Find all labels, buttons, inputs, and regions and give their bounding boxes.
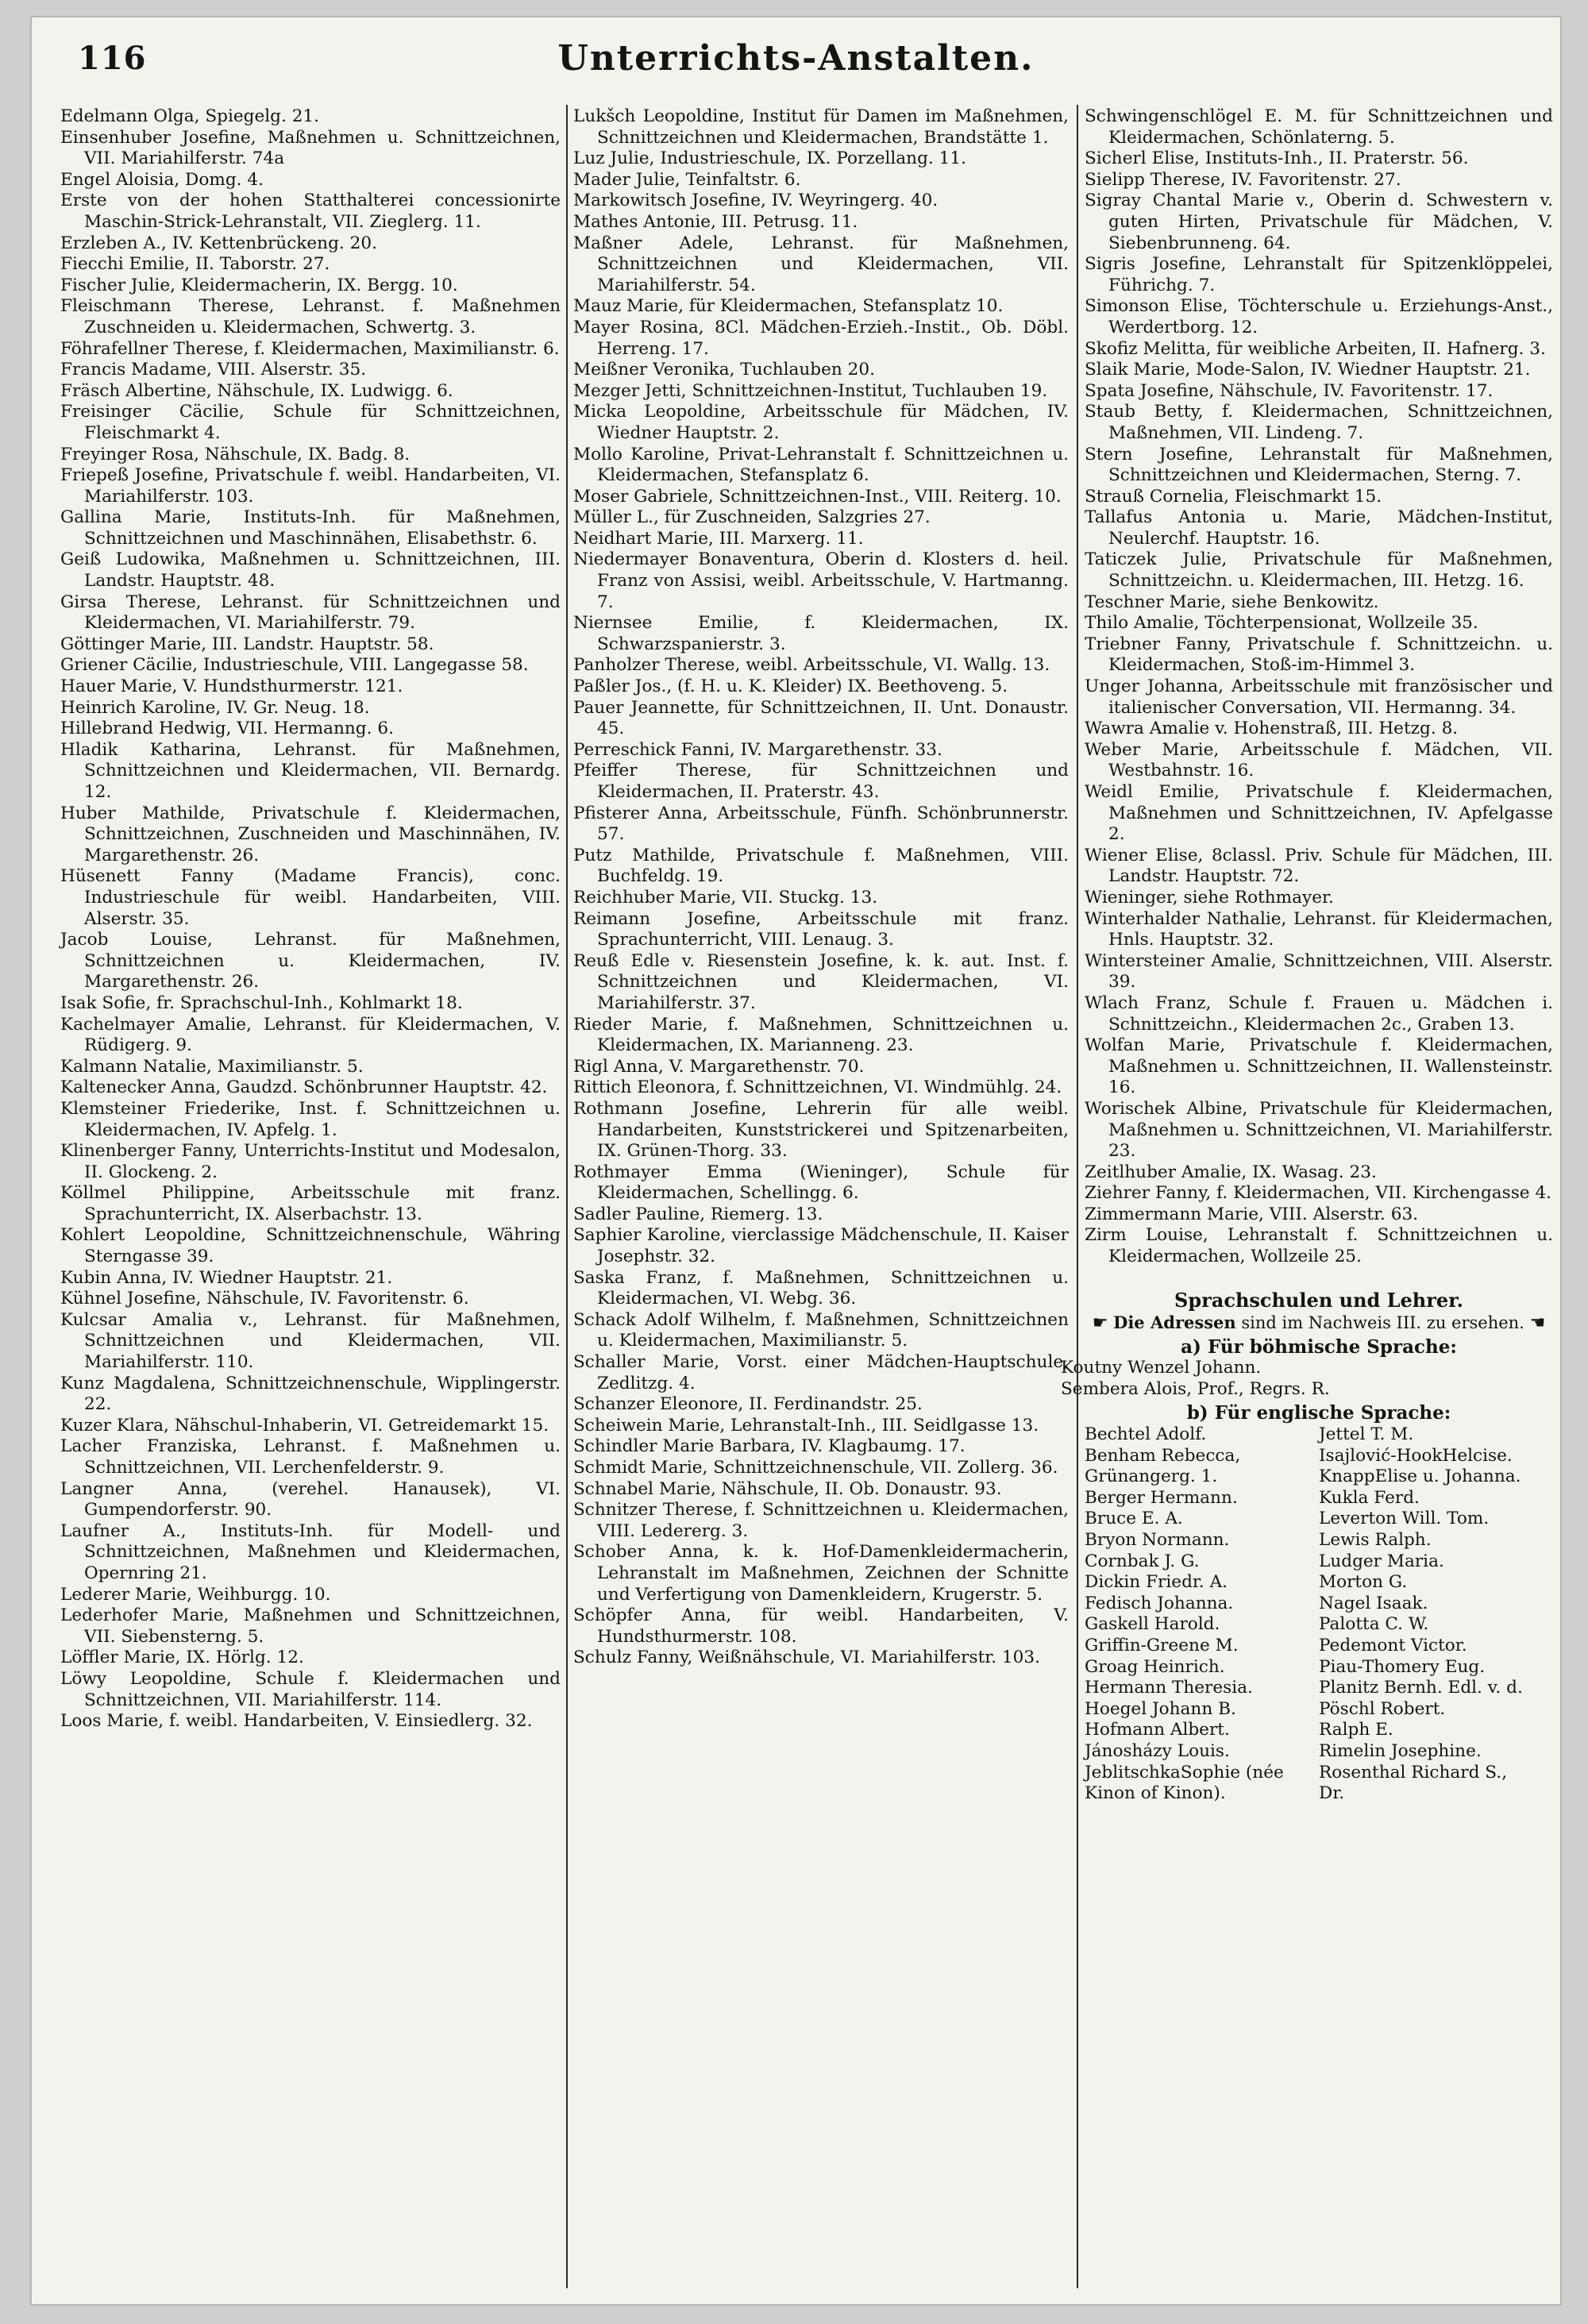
directory-entry: Taticzek Julie, Privatschule für Maßnehmen, Schnittzeichn. u. Kleidermachen, III. Hetzg. 16.	[1085, 549, 1553, 592]
directory-entry: Loos Marie, f. weibl. Handarbeiten, V. Einsiedlerg. 32.	[60, 1711, 533, 1732]
teacher-entry: Bruce E. A.	[1085, 1509, 1183, 1529]
directory-entry: Kaltenecker Anna, Gaudzd. Schönbrunner Hauptstr. 42.	[60, 1077, 548, 1098]
directory-entry: Scheiwein Marie, Lehranstalt-Inh., III. Seidlgasse 13.	[573, 1415, 1039, 1436]
directory-entry: Weidl Emilie, Privatschule f. Kleidermachen, Maßnehmen und Schnittzeichnen, IV. Apfelgasse 2.	[1085, 782, 1553, 845]
directory-entry: Sicherl Elise, Instituts-Inh., II. Praterstr. 56.	[1085, 148, 1469, 169]
directory-entry: Lederhofer Marie, Maßnehmen und Schnittzeichnen, VII. Siebensterng. 5.	[60, 1605, 561, 1647]
teacher-entry: JeblitschkaSophie (née	[1085, 1762, 1284, 1783]
teacher-row	[1085, 1530, 1553, 1551]
teacher-entry: Bechtel Adolf.	[1085, 1424, 1207, 1445]
directory-entry: Maßner Adele, Lehranst. für Maßnehmen, Schnittzeichnen und Kleidermachen, VII. Mariahilferstr. 54.	[573, 233, 1069, 295]
directory-entry: Langner Anna, (verehel. Hanausek), VI. Gumpendorferstr. 90.	[60, 1478, 561, 1520]
teacher-entry: Jettel T. M.	[1319, 1424, 1414, 1445]
directory-entry: Erste von der hohen Statthalterei concessionirte Maschin-Strick-Lehranstalt, VII. Zieglerg. 11.	[60, 191, 561, 232]
teacher-entry: Lewis Ralph.	[1319, 1530, 1432, 1550]
column-divider	[566, 105, 568, 2288]
directory-entry: Schanzer Eleonore, II. Ferdinandstr. 25.	[573, 1394, 923, 1415]
teacher-row	[1085, 1551, 1553, 1573]
pointing-hand-icon: ☚	[1529, 1312, 1546, 1333]
directory-entry: Lukšch Leopoldine, Institut für Damen im Maßnehmen, Schnittzeichnen und Kleidermachen, Brandstätte 1.	[573, 106, 1069, 148]
directory-entry: Freisinger Cäcilie, Schule für Schnittzeichnen, Fleischmarkt 4.	[60, 402, 561, 443]
directory-entry: Slaik Marie, Mode-Salon, IV. Wiedner Hauptstr. 21.	[1085, 360, 1531, 380]
teacher-row	[1085, 1594, 1553, 1615]
directory-entry: Hüsenett Fanny (Madame Francis), conc. Industrieschule für weibl. Handarbeiten, VIII. Alserstr. 35.	[60, 866, 561, 929]
directory-entry: Unger Johanna, Arbeitsschule mit französischer und italienischer Conversation, VII. Hermanng. 34.	[1085, 676, 1553, 718]
teacher-row	[1085, 1783, 1553, 1805]
directory-entry: Girsa Therese, Lehranst. für Schnittzeichnen und Kleidermachen, VI. Mariahilferstr. 79.	[60, 592, 561, 634]
teacher-entry: Pedemont Victor.	[1319, 1635, 1467, 1655]
teacher-entry: Hermann Theresia.	[1085, 1678, 1253, 1698]
directory-entry: Spata Josefine, Nähschule, IV. Favoritenstr. 17.	[1085, 380, 1494, 401]
directory-entry: Pfeiffer Therese, für Schnittzeichnen und Kleidermachen, II. Praterstr. 43.	[573, 761, 1069, 802]
teacher-entry: Koutny Wenzel Johann.	[1061, 1358, 1262, 1378]
directory-entry: Edelmann Olga, Spiegelg. 21.	[60, 106, 320, 126]
directory-entry: Ziehrer Fanny, f. Kleidermachen, VII. Kirchengasse 4.	[1085, 1183, 1552, 1204]
directory-entry: Hladik Katharina, Lehranst. für Maßnehmen, Schnittzeichnen und Kleidermachen, VII. Bernardg. 12.	[60, 739, 561, 802]
directory-entry: Löffler Marie, IX. Hörlg. 12.	[60, 1648, 304, 1668]
teacher-entry: Ludger Maria.	[1319, 1551, 1444, 1571]
directory-entry: Griener Cäcilie, Industrieschule, VIII. Langegasse 58.	[60, 655, 529, 676]
directory-entry: Fräsch Albertine, Nähschule, IX. Ludwigg. 6.	[60, 380, 453, 401]
teacher-entry: Griffin-Greene M.	[1085, 1635, 1239, 1655]
teacher-entry: Kinon of Kinon).	[1085, 1783, 1226, 1804]
teacher-entry: Ralph E.	[1319, 1720, 1393, 1740]
directory-entry: Strauß Cornelia, Fleischmarkt 15.	[1085, 486, 1382, 507]
directory-entry: Köllmel Philippine, Arbeitsschule mit franz. Sprachunterricht, IX. Alserbachstr. 13.	[60, 1183, 561, 1224]
directory-entry: Weber Marie, Arbeitsschule f. Mädchen, VII. Westbahnstr. 16.	[1085, 739, 1553, 781]
directory-entry: Kulcsar Amalia v., Lehranst. für Maßnehmen, Schnittzeichnen und Kleidermachen, VII. Mariahilferstr. 110.	[60, 1309, 561, 1373]
teacher-entry: Benham Rebecca,	[1085, 1445, 1241, 1466]
teacher-entry: Berger Hermann.	[1085, 1487, 1238, 1508]
directory-entry: Zimmermann Marie, VIII. Alserstr. 63.	[1085, 1204, 1419, 1224]
directory-entry: Mayer Rosina, 8Cl. Mädchen-Erzieh.-Instit., Ob. Döbl. Herreng. 17.	[573, 317, 1069, 359]
directory-entry: Geiß Ludowika, Maßnehmen u. Schnittzeichnen, III. Landstr. Hauptstr. 48.	[60, 549, 561, 592]
directory-entry: Wiener Elise, 8classl. Priv. Schule für Mädchen, III. Landstr. Hauptstr. 72.	[1085, 845, 1553, 887]
column-right-entries	[1085, 106, 1553, 1268]
directory-entry: Zeitlhuber Amalie, IX. Wasag. 23.	[1085, 1162, 1377, 1182]
directory-entry: Mader Julie, Teinfaltstr. 6.	[573, 169, 801, 190]
directory-entry: Schwingenschlögel E. M. für Schnittzeichnen und Kleidermachen, Schönlaterng. 5.	[1085, 106, 1553, 148]
teacher-row	[1085, 1678, 1553, 1699]
directory-entry: Neidhart Marie, III. Marxerg. 11.	[573, 528, 864, 549]
page-header	[32, 17, 1560, 105]
directory-entry: Sigray Chantal Marie v., Oberin d. Schwestern v. guten Hirten, Privatschule für Mädchen, V. Siebenbrunneng. 64.	[1085, 191, 1553, 253]
directory-entry: Wawra Amalie v. Hohenstraß, III. Hetzg. 8.	[1085, 719, 1459, 739]
directory-entry: Fischer Julie, Kleidermacherin, IX. Bergg. 10.	[60, 275, 458, 295]
directory-entry: Wieninger, siehe Rothmayer.	[1085, 887, 1334, 908]
teacher-row	[1085, 1488, 1553, 1509]
teacher-row	[1085, 1657, 1553, 1678]
directory-entry: Müller L., für Zuschneiden, Salzgries 27.	[573, 507, 931, 528]
teacher-entry: Gaskell Harold.	[1085, 1614, 1220, 1635]
directory-entry: Isak Sofie, fr. Sprachschul-Inh., Kohlmarkt 18.	[60, 992, 463, 1013]
directory-entry: Rittich Eleonora, f. Schnittzeichnen, VI. Windmühlg. 24.	[573, 1077, 1062, 1098]
bohemian-teachers-list	[1061, 1358, 1553, 1400]
directory-entry: Engel Aloisia, Domg. 4.	[60, 169, 264, 190]
directory-entry: Perreschick Fanni, IV. Margarethenstr. 33.	[573, 739, 942, 760]
teacher-row	[1085, 1509, 1553, 1530]
teacher-row	[1085, 1614, 1553, 1636]
teacher-entry: Palotta C. W.	[1319, 1614, 1429, 1635]
directory-entry: Gallina Marie, Instituts-Inh. für Maßnehmen, Schnittzeichnen und Maschinnähen, Elisabethstr. 6.	[60, 507, 561, 549]
teacher-entry: Rimelin Josephine.	[1319, 1740, 1482, 1761]
directory-entry: Huber Mathilde, Privatschule f. Kleidermachen, Schnittzeichnen, Zuschneiden und Maschinnähen, IV. Margarethenstr. 26.	[60, 803, 561, 865]
directory-entry: Heinrich Karoline, IV. Gr. Neug. 18.	[60, 697, 370, 718]
teacher-row	[1085, 1424, 1553, 1446]
teacher-entry: Hofmann Albert.	[1085, 1720, 1230, 1740]
directory-entry: Reichhuber Marie, VII. Stuckg. 13.	[573, 887, 878, 908]
teacher-row	[1085, 1741, 1553, 1763]
directory-entry: Hauer Marie, V. Hundsthurmerstr. 121.	[60, 676, 403, 697]
teacher-entry: Isajlović-HookHelcise.	[1319, 1445, 1513, 1466]
directory-entry: Zirm Louise, Lehranstalt f. Schnittzeichnen u. Kleidermachen, Wollzeile 25.	[1085, 1225, 1553, 1267]
section-note	[1085, 1312, 1553, 1334]
directory-entry: Kubin Anna, IV. Wiedner Hauptstr. 21.	[60, 1267, 393, 1288]
directory-entry: Winterhalder Nathalie, Lehranst. für Kleidermachen, Hnls. Hauptstr. 32.	[1085, 908, 1553, 950]
directory-entry: Föhrafellner Therese, f. Kleidermachen, Maximilianstr. 6.	[60, 338, 560, 359]
directory-entry: Schmidt Marie, Schnittzeichnenschule, VII. Zollerg. 36.	[573, 1458, 1058, 1478]
english-teachers-table	[1085, 1424, 1553, 1805]
directory-entry: Mathes Antonie, III. Petrusg. 11.	[573, 211, 858, 232]
column-left	[60, 106, 561, 1732]
teacher-row	[1085, 1763, 1553, 1784]
teacher-entry: Groag Heinrich.	[1085, 1656, 1225, 1677]
directory-entry: Friepeß Josefine, Privatschule f. weibl. Handarbeiten, VI. Mariahilferstr. 103.	[60, 465, 561, 507]
directory-entry: Einsenhuber Josefine, Maßnehmen u. Schnittzeichnen, VII. Mariahilferstr. 74a	[60, 127, 561, 169]
directory-entry: Schindler Marie Barbara, IV. Klagbaumg. 17.	[573, 1436, 966, 1457]
directory-entry: Reimann Josefine, Arbeitsschule mit franz. Sprachunterricht, VIII. Lenaug. 3.	[573, 908, 1069, 950]
directory-entry: Worischek Albine, Privatschule für Kleidermachen, Maßnehmen u. Schnittzeichnen, VI. Mariahilferstr. 23.	[1085, 1098, 1553, 1162]
directory-entry: Kohlert Leopoldine, Schnittzeichnenschule, Währing Sterngasse 39.	[60, 1225, 561, 1267]
directory-entry: Wolfan Marie, Privatschule f. Kleidermachen, Maßnehmen u. Schnittzeichnen, II. Wallensteinstr. 16.	[1085, 1035, 1553, 1098]
teacher-entry: Cornbak J. G.	[1085, 1551, 1200, 1571]
directory-entry: Paßler Jos., (f. H. u. K. Kleider) IX. Beethoveng. 5.	[573, 676, 1008, 697]
directory-entry: Teschner Marie, siehe Benkowitz.	[1085, 592, 1379, 612]
teacher-entry: Dickin Friedr. A.	[1085, 1572, 1228, 1593]
directory-entry: Skofiz Melitta, für weibliche Arbeiten, II. Hafnerg. 3.	[1085, 338, 1546, 359]
column-middle	[573, 106, 1069, 1669]
directory-entry: Wintersteiner Amalie, Schnittzeichnen, VIII. Alserstr. 39.	[1085, 950, 1553, 992]
directory-entry: Schack Adolf Wilhelm, f. Maßnehmen, Schnittzeichnen u. Kleidermachen, Maximilianstr. 5.	[573, 1309, 1069, 1351]
teacher-entry: Pöschl Robert.	[1319, 1698, 1446, 1719]
directory-entry: Lederer Marie, Weihburgg. 10.	[60, 1584, 331, 1605]
teacher-entry: Rosenthal Richard S.,	[1319, 1762, 1508, 1783]
directory-entry: Thilo Amalie, Töchterpensionat, Wollzeile 35.	[1085, 613, 1478, 634]
directory-entry: Schnabel Marie, Nähschule, II. Ob. Donaustr. 93.	[573, 1478, 1002, 1499]
directory-entry: Putz Mathilde, Privatschule f. Maßnehmen, VIII. Buchfeldg. 19.	[573, 845, 1069, 887]
teacher-entry: Morton G.	[1319, 1572, 1408, 1593]
directory-entry: Schulz Fanny, Weißnähschule, VI. Mariahilferstr. 103.	[573, 1648, 1041, 1668]
directory-entry: Kuzer Klara, Nähschul-Inhaberin, VI. Getreidemarkt 15.	[60, 1415, 549, 1436]
teacher-entry: KnappElise u. Johanna.	[1319, 1466, 1521, 1487]
directory-entry: Stern Josefine, Lehranstalt für Maßnehmen, Schnittzeichnen und Kleidermachen, Sterng. 7.	[1085, 444, 1553, 486]
directory-entry: Fleischmann Therese, Lehranst. f. Maßnehmen Zuschneiden u. Kleidermachen, Schwertg. 3.	[60, 296, 561, 337]
teacher-entry: Nagel Isaak.	[1319, 1593, 1428, 1613]
directory-entry: Schnitzer Therese, f. Schnittzeichnen u. Kleidermachen, VIII. Ledererg. 3.	[573, 1500, 1069, 1541]
directory-entry: Lacher Franziska, Lehranst. f. Maßnehmen u. Schnittzeichnen, VII. Lerchenfelderstr. 9.	[60, 1436, 561, 1478]
directory-entry: Rieder Marie, f. Maßnehmen, Schnittzeichnen u. Kleidermachen, IX. Marianneng. 23.	[573, 1014, 1069, 1056]
directory-entry: Freyinger Rosa, Nähschule, IX. Badg. 8.	[60, 444, 410, 464]
directory-entry: Niedermayer Bonaventura, Oberin d. Klosters d. heil. Franz von Assisi, weibl. Arbeitsschule, V. Hartmanng. 7.	[573, 549, 1069, 612]
section-title-language-schools: Sprachschulen und Lehrer.	[1174, 1288, 1463, 1312]
note-emphasis: Die Adressen	[1113, 1312, 1236, 1332]
teacher-row	[1085, 1699, 1553, 1721]
teacher-row	[1085, 1636, 1553, 1657]
teacher-entry: Planitz Bernh. Edl. v. d.	[1319, 1678, 1523, 1698]
directory-entry: Mauz Marie, für Kleidermachen, Stefansplatz 10.	[573, 296, 1004, 317]
subheading-english: b) Für englische Sprache:	[1186, 1402, 1451, 1424]
directory-entry: Staub Betty, f. Kleidermachen, Schnittzeichnen, Maßnehmen, VII. Lindeng. 7.	[1085, 402, 1553, 443]
directory-entry: Kalmann Natalie, Maximilianstr. 5.	[60, 1056, 364, 1077]
column-divider	[1077, 105, 1078, 2288]
directory-entry: Schöpfer Anna, für weibl. Handarbeiten, V. Hundsthurmerstr. 108.	[573, 1605, 1069, 1647]
directory-entry: Fiecchi Emilie, II. Taborstr. 27.	[60, 254, 330, 275]
directory-entry: Moser Gabriele, Schnittzeichnen-Inst., VIII. Reiterg. 10.	[573, 486, 1062, 507]
note-text: sind im Nachweis III. zu ersehen.	[1241, 1312, 1524, 1332]
directory-entry: Saska Franz, f. Maßnehmen, Schnittzeichnen u. Kleidermachen, VI. Webg. 36.	[573, 1267, 1069, 1309]
pointing-hand-icon: ☛	[1092, 1312, 1108, 1333]
directory-entry: Klemsteiner Friederike, Inst. f. Schnittzeichnen u. Kleidermachen, IV. Apfelg. 1.	[60, 1098, 561, 1140]
directory-entry: Rothmayer Emma (Wieninger), Schule für Kleidermachen, Schellingg. 6.	[573, 1162, 1069, 1204]
teacher-row	[1085, 1572, 1553, 1594]
directory-entry: Kühnel Josefine, Nähschule, IV. Favoritenstr. 6.	[60, 1289, 469, 1309]
directory-entry: Sadler Pauline, Riemerg. 13.	[573, 1204, 823, 1224]
directory-entry: Klinenberger Fanny, Unterrichts-Institut und Modesalon, II. Glockeng. 2.	[60, 1141, 561, 1182]
directory-entry: Kachelmayer Amalie, Lehranst. für Kleidermachen, V. Rüdigerg. 9.	[60, 1014, 561, 1056]
page-number: 116	[78, 40, 147, 77]
directory-entry: Hillebrand Hedwig, VII. Hermanng. 6.	[60, 719, 394, 739]
directory-entry: Löwy Leopoldine, Schule f. Kleidermachen und Schnittzeichnen, VII. Mariahilferstr. 114.	[60, 1668, 561, 1710]
teacher-entry: Hoegel Johann B.	[1085, 1698, 1236, 1719]
directory-entry: Laufner A., Instituts-Inh. für Modell- und Schnittzeichnen, Maßnehmen und Kleidermachen, Opernring 21.	[60, 1520, 561, 1583]
teacher-row	[1085, 1446, 1553, 1467]
directory-page	[32, 17, 1560, 2304]
directory-entry: Luz Julie, Industrieschule, IX. Porzellang. 11.	[573, 148, 966, 169]
teacher-entry: Bryon Normann.	[1085, 1530, 1230, 1550]
directory-entry: Reuß Edle v. Riesenstein Josefine, k. k. aut. Inst. f. Schnittzeichnen und Kleidermachen, VI. Mariahilferstr. 37.	[573, 950, 1069, 1013]
teacher-entry: Sembera Alois, Prof., Regrs. R.	[1061, 1378, 1330, 1399]
directory-entry: Markowitsch Josefine, IV. Weyringerg. 40.	[573, 191, 939, 211]
subheading-bohemian: a) Für böhmische Sprache:	[1181, 1335, 1457, 1358]
directory-entry: Triebner Fanny, Privatschule f. Schnittzeichn. u. Kleidermachen, Stoß-im-Himmel 3.	[1085, 634, 1553, 676]
teacher-entry: Grünangerg. 1.	[1085, 1466, 1218, 1487]
directory-entry: Sielipp Therese, IV. Favoritenstr. 27.	[1085, 169, 1401, 190]
column-right	[1061, 106, 1553, 1805]
directory-entry: Simonson Elise, Töchterschule u. Erziehungs-Anst., Werdertborg. 12.	[1085, 296, 1553, 337]
teacher-entry: Kukla Ferd.	[1319, 1487, 1420, 1508]
directory-entry: Göttinger Marie, III. Landstr. Hauptstr. 58.	[60, 634, 434, 654]
directory-entry: Tallafus Antonia u. Marie, Mädchen-Institut, Neulerchf. Hauptstr. 16.	[1085, 507, 1553, 549]
directory-entry: Jacob Louise, Lehranst. für Maßnehmen, Schnittzeichnen u. Kleidermachen, IV. Margarethenstr. 26.	[60, 930, 561, 992]
directory-entry: Micka Leopoldine, Arbeitsschule für Mädchen, IV. Wiedner Hauptstr. 2.	[573, 402, 1069, 443]
directory-entry: Mezger Jetti, Schnittzeichnen-Institut, Tuchlauben 19.	[573, 380, 1048, 401]
directory-entry: Mollo Karoline, Privat-Lehranstalt f. Schnittzeichnen u. Kleidermachen, Stefansplatz 6.	[573, 444, 1069, 486]
teacher-entry: Dr.	[1319, 1783, 1345, 1804]
directory-entry: Wlach Franz, Schule f. Frauen u. Mädchen i. Schnittzeichn., Kleidermachen 2c., Graben 13.	[1085, 992, 1553, 1035]
directory-entry: Schober Anna, k. k. Hof-Damenkleidermacherin, Lehranstalt im Maßnehmen, Zeichnen der Schnitte und Verfertigung von Damenkleidern, Krugerstr. 5.	[573, 1542, 1069, 1605]
teacher-entry: Jánosházy Louis.	[1085, 1740, 1230, 1761]
directory-entry: Pauer Jeannette, für Schnittzeichnen, II. Unt. Donaustr. 45.	[573, 697, 1069, 739]
page-title: Unterrichts-Anstalten.	[557, 38, 1035, 79]
directory-entry: Erzleben A., IV. Kettenbrückeng. 20.	[60, 233, 377, 253]
directory-entry: Francis Madame, VIII. Alserstr. 35.	[60, 360, 367, 380]
directory-entry: Pfisterer Anna, Arbeitsschule, Fünfh. Schönbrunnerstr. 57.	[573, 803, 1069, 845]
teacher-entry: Leverton Will. Tom.	[1319, 1509, 1490, 1529]
directory-entry: Rothmann Josefine, Lehrerin für alle weibl. Handarbeiten, Kunststrickerei und Spitzenarbeiten, IX. Grünen-Thorg. 33.	[573, 1098, 1069, 1162]
directory-entry: Niernsee Emilie, f. Kleidermachen, IX. Schwarzspanierstr. 3.	[573, 613, 1069, 654]
directory-entry: Saphier Karoline, vierclassige Mädchenschule, II. Kaiser Josephstr. 32.	[573, 1225, 1069, 1267]
teacher-entry: Fedisch Johanna.	[1085, 1593, 1234, 1613]
directory-entry: Panholzer Therese, weibl. Arbeitsschule, VI. Wallg. 13.	[573, 655, 1050, 676]
directory-entry: Sigris Josefine, Lehranstalt für Spitzenklöppelei, Führichg. 7.	[1085, 254, 1553, 295]
directory-entry: Schaller Marie, Vorst. einer Mädchen-Hauptschule, Zedlitzg. 4.	[573, 1352, 1069, 1393]
directory-entry: Rigl Anna, V. Margarethenstr. 70.	[573, 1056, 865, 1077]
directory-entry: Kunz Magdalena, Schnittzeichnenschule, Wipplingerstr. 22.	[60, 1373, 561, 1415]
directory-entry: Meißner Veronika, Tuchlauben 20.	[573, 360, 876, 380]
teacher-entry: Piau-Thomery Eug.	[1319, 1656, 1486, 1677]
teacher-row	[1085, 1720, 1553, 1741]
teacher-row	[1085, 1466, 1553, 1488]
